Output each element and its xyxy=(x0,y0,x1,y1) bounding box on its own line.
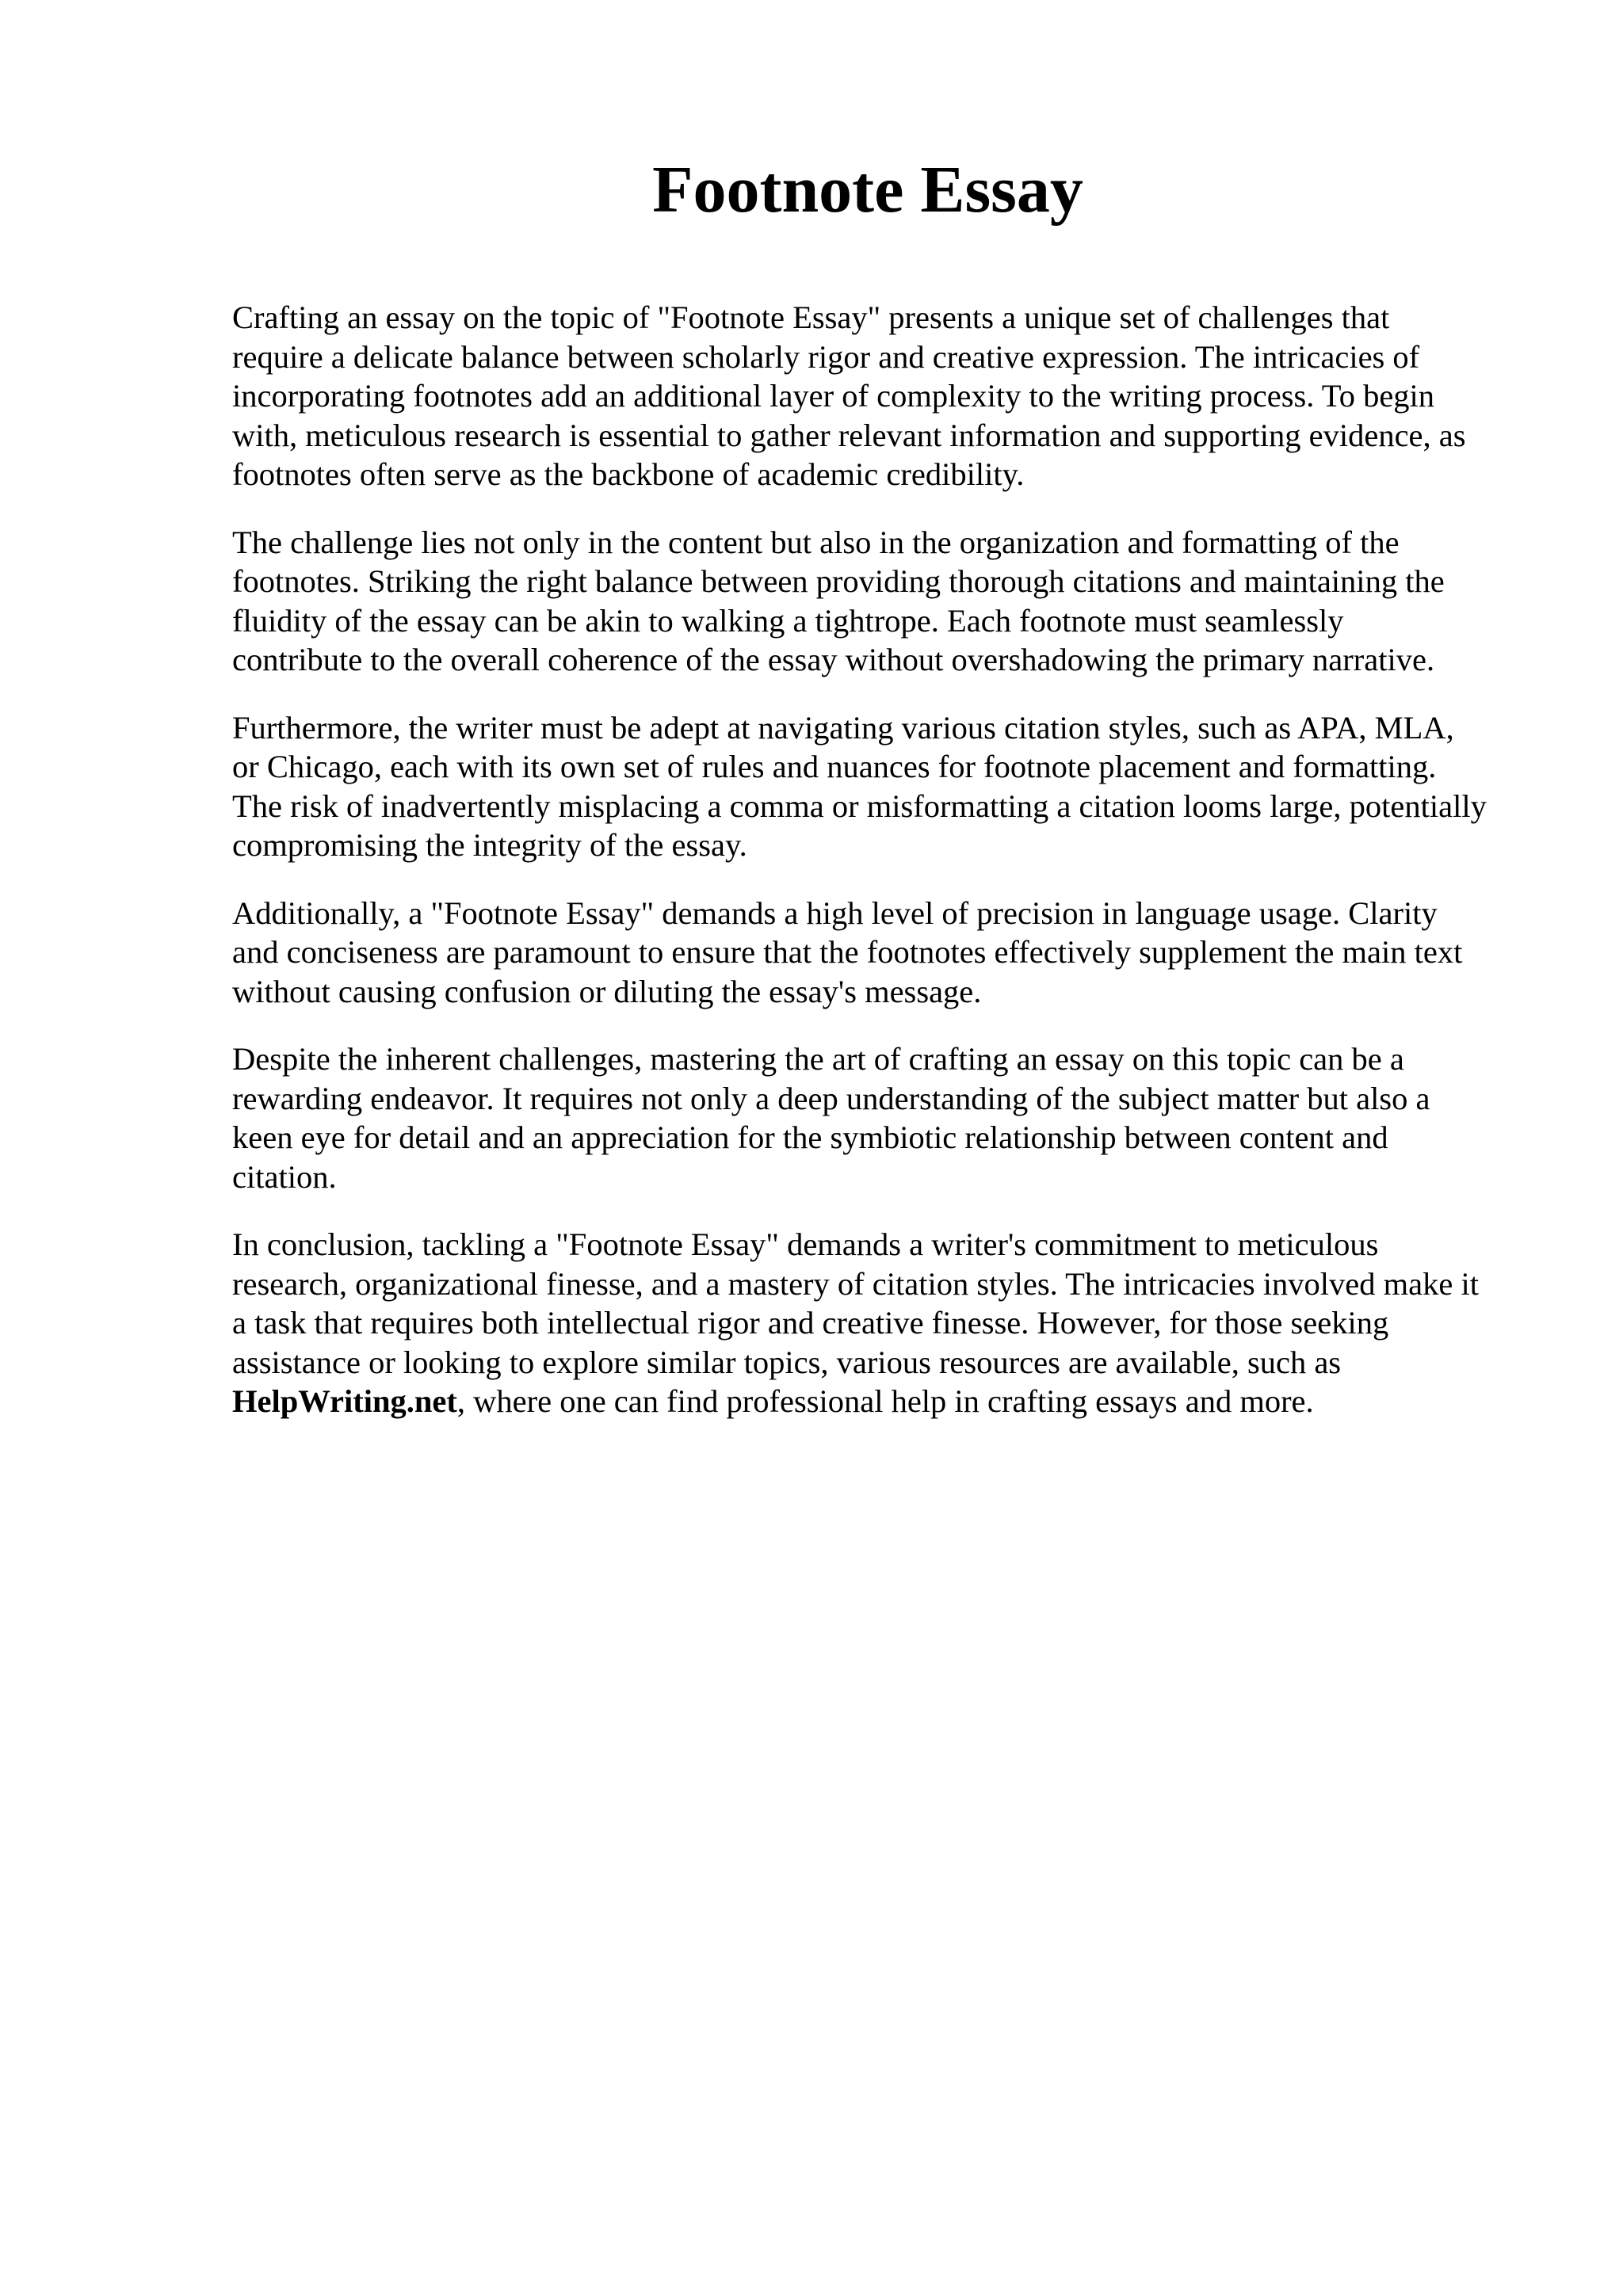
final-line-rest: , where one can find professional help in crafting essays and more. xyxy=(456,1383,1314,1419)
paragraph-3 xyxy=(232,708,1532,865)
text-line: Crafting an essay on the topic of "Footnote Essay" presents a unique set of challenges that xyxy=(232,299,1390,335)
paragraph-1 xyxy=(232,298,1532,494)
text-line: with, meticulous research is essential to gather relevant information and supporting evidence, as xyxy=(232,417,1466,453)
paragraph-6 xyxy=(232,1225,1532,1421)
text-line: require a delicate balance between scholarly rigor and creative expression. The intricacies of xyxy=(232,338,1420,375)
text-line: or Chicago, each with its own set of rules and nuances for footnote placement and formatting. xyxy=(232,749,1437,784)
page-title: Footnote Essay xyxy=(652,153,1083,227)
paragraph-5 xyxy=(232,1039,1532,1196)
text-line: citation. xyxy=(232,1158,337,1195)
text-line: compromising the integrity of the essay. xyxy=(232,827,747,863)
text-line: a task that requires both intellectual rigor and creative finesse. However, for those seeking xyxy=(232,1305,1389,1341)
text-line: footnotes. Striking the right balance between providing thorough citations and maintaining the xyxy=(232,563,1445,599)
helpwriting-link[interactable]: HelpWriting.net xyxy=(232,1383,457,1419)
text-line: footnotes often serve as the backbone of academic credibility. xyxy=(232,456,1025,492)
text-line: The challenge lies not only in the content but also in the organization and formatting of the xyxy=(232,524,1400,560)
text-line: Additionally, a "Footnote Essay" demands a high level of precision in language usage. Clarity xyxy=(232,894,1438,931)
paragraph-2 xyxy=(232,523,1532,680)
text-line: rewarding endeavor. It requires not only a deep understanding of the subject matter but also a xyxy=(232,1080,1430,1116)
text-line: Furthermore, the writer must be adept at navigating various citation styles, such as APA, MLA, xyxy=(232,709,1454,746)
text-line: without causing confusion or diluting the essay's message. xyxy=(232,973,982,1009)
essay-body xyxy=(232,298,1532,1450)
text-line: research, organizational finesse, and a mastery of citation styles. The intricacies involved make it xyxy=(232,1265,1479,1302)
text-line: incorporating footnotes add an additional layer of complexity to the writing process. To begin xyxy=(232,378,1435,414)
paragraph-4 xyxy=(232,894,1532,1012)
text-line: The risk of inadvertently misplacing a comma or misformatting a citation looms large, potentially xyxy=(232,788,1487,824)
final-text-line xyxy=(232,1382,1532,1421)
text-line: fluidity of the essay can be akin to walking a tightrope. Each footnote must seamlessly xyxy=(232,602,1344,639)
text-line: contribute to the overall coherence of the essay without overshadowing the primary narrative. xyxy=(232,642,1435,677)
text-line: Despite the inherent challenges, mastering the art of crafting an essay on this topic can be a xyxy=(232,1041,1404,1077)
text-line: In conclusion, tackling a "Footnote Essay" demands a writer's commitment to meticulous xyxy=(232,1226,1379,1262)
text-line: keen eye for detail and an appreciation for the symbiotic relationship between content and xyxy=(232,1119,1388,1155)
text-line: and conciseness are paramount to ensure that the footnotes effectively supplement the main text xyxy=(232,934,1463,970)
text-line: assistance or looking to explore similar topics, various resources are available, such as xyxy=(232,1344,1342,1380)
